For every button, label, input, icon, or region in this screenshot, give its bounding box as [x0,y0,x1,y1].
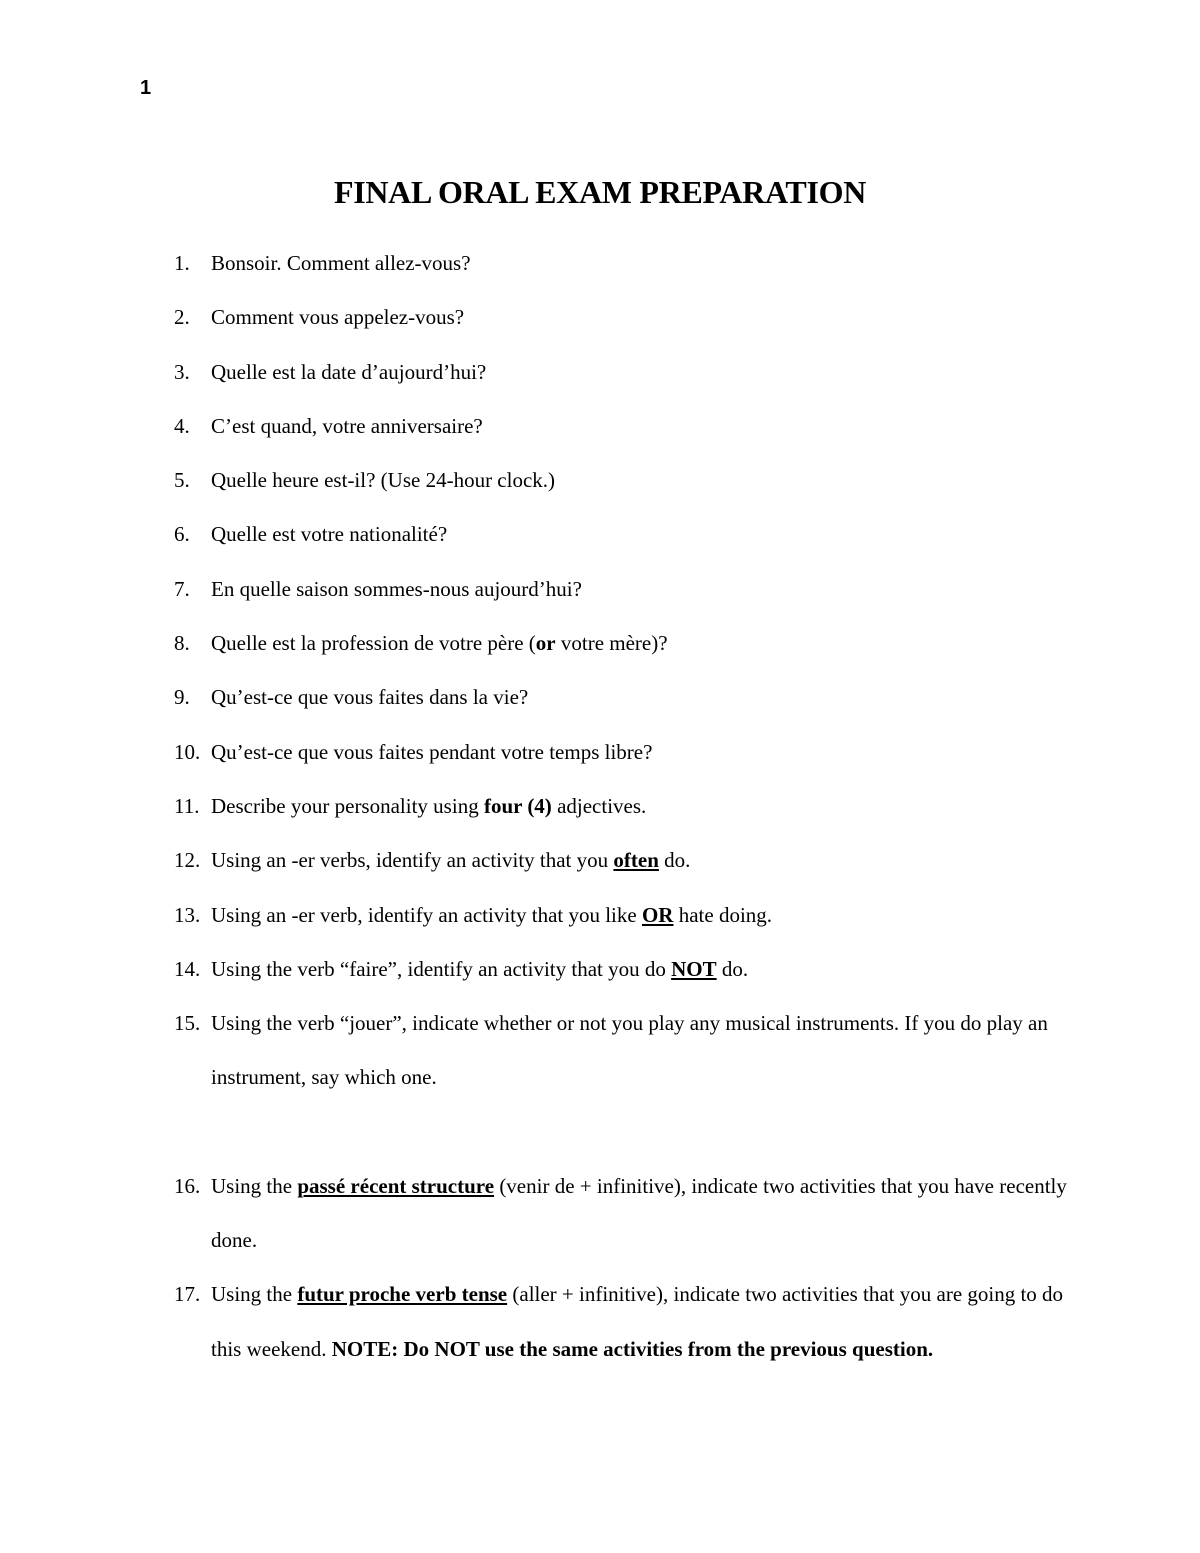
question-item [0,942,1200,996]
question-number: 4. [174,413,190,438]
question-text: (aller + infinitive), indicate two activities that you are going to do this weekend. [211,1282,1064,1361]
question-text: (venir de + infinitive), indicate two activities that you have recently done. [211,1173,1067,1253]
question-text: Using an -er verbs, identify an activity that you [211,848,614,873]
question-number: 15. [174,1011,201,1036]
question-text: En quelle saison sommes-nous aujourd’hui? [211,576,582,601]
question-item [0,888,1200,942]
emphasis-bold-underline: often [613,848,659,873]
question-number: 1. [174,251,190,275]
question-item [0,779,1200,833]
question-number: 2. [174,305,190,330]
emphasis-bold-underline: OR [641,902,674,927]
question-number: 17. [174,1282,201,1307]
question-text: Using the [211,1282,298,1307]
question-number: 16. [174,1173,201,1198]
question-text: Describe your personality using [211,793,484,818]
question-text: Qu’est-ce que vous faites pendant votre temps libre? [211,739,653,764]
question-item [0,562,1200,616]
question-item [0,290,1200,344]
question-number: 12. [174,848,201,873]
page-number: 1 [140,77,152,99]
question-item [0,399,1200,453]
question-number: 6. [174,522,190,547]
question-text: votre mère)? [555,631,668,656]
question-item [0,670,1200,724]
question-text: C’est quand, votre anniversaire? [211,413,483,438]
question-number: 5. [174,468,190,493]
question-item [0,453,1200,507]
page-title: FINAL ORAL EXAM PREPARATION [333,174,867,210]
question-item [0,725,1200,779]
emphasis-bold-underline: futur proche verb tense [297,1282,508,1307]
question-number: 13. [174,902,201,927]
question-number: 7. [174,576,190,601]
question-item [0,833,1200,887]
question-number: 10. [174,739,201,764]
question-number: 3. [174,359,190,384]
emphasis-bold-underline: passé récent structure [297,1173,495,1198]
question-item [0,1267,1200,1376]
question-item [0,996,1200,1105]
question-text: Quelle heure est-il? (Use 24-hour clock.) [211,468,556,493]
question-item [0,345,1200,399]
question-item [0,616,1200,670]
question-number: 11. [174,793,200,818]
question-number: 14. [174,956,201,981]
question-text: Comment vous appelez-vous? [211,305,465,330]
emphasis-bold: four (4) [483,793,552,818]
question-text: Quelle est la profession de votre père ( [211,631,536,656]
note-bold: NOTE: Do NOT use the same activities from the previous question. [331,1336,934,1361]
question-text: Qu’est-ce que vous faites dans la vie? [211,685,529,710]
question-item [0,236,1200,290]
question-text: Using the verb “faire”, identify an activity that you do [211,956,672,981]
question-list [0,236,1200,1376]
question-item [0,1159,1200,1268]
question-text: adjectives. [551,793,647,818]
question-text: Quelle est la date d’aujourd’hui? [211,359,487,384]
question-text: do. [716,956,749,981]
question-text: Using the verb “jouer”, indicate whether or not you play any musical instruments. If you do play an instrument, say which one. [211,1011,1048,1090]
question-text: Using the [211,1173,298,1198]
question-text: Using an -er verb, identify an activity that you like [211,902,642,927]
emphasis-bold: or [535,631,556,656]
question-text: Quelle est votre nationalité? [211,522,448,547]
question-number: 8. [174,631,190,656]
question-text: Bonsoir. Comment allez-vous? [211,251,471,275]
question-text: do. [658,848,691,873]
question-text: hate doing. [673,902,773,927]
emphasis-bold-underline: NOT [671,956,717,981]
question-number: 9. [174,685,190,710]
question-item [0,507,1200,561]
